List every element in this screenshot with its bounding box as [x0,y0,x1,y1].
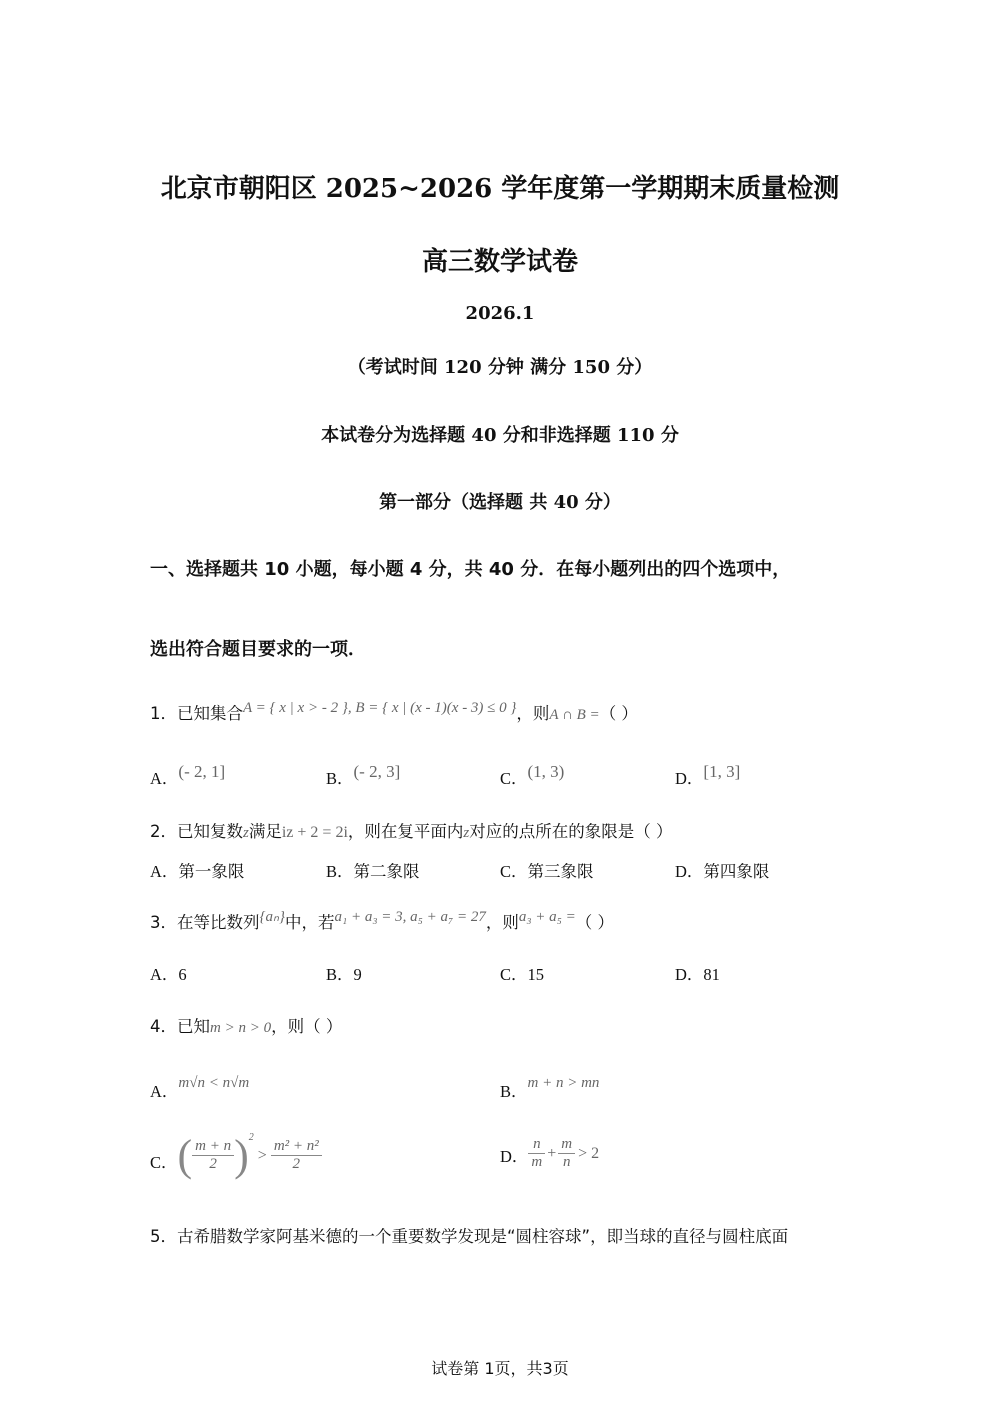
q2-option-b: B．第二象限 [326,862,420,881]
part-title: 第一部分（选择题 共 40 分） [379,492,621,513]
q2-option-d: D．第四象限 [675,862,770,881]
q1-mid: ，则 [516,704,550,723]
q4-option-c: C．( $\frac{m + n}{2}$ )$^2$> $\frac{\text{m² + n²}}{2}$ [150,1130,322,1180]
question-5: 5．古希腊数学家阿基米德的一个重要数学发现是“圆柱容球”，即当球的直径与圆柱底面 [150,1227,789,1246]
q3-option-b: B．9 [326,965,362,984]
exam-subtitle: 高三数学试卷 [421,247,578,277]
q4-option-b: B．m + n > mn [500,1075,600,1101]
q3-option-d: D．81 [675,965,720,984]
q3-option-c: C．15 [500,965,545,984]
question-3: 3．在等比数列{aₙ}中，若a₁ + a₃ = 3, a₅ + a₇ = 27，则a₃ + a₅ =（ ） [150,909,615,932]
q4-condition: m > n > 0 [210,1020,272,1036]
q2-equation: iz + 2 = 2i [281,824,348,841]
q2-var2: z [463,825,470,841]
q1-option-b: B．(- 2, 3] [326,762,401,788]
q3-option-a: A．6 [150,965,187,984]
question-2: 2．已知复数z满足iz + 2 = 2i，则在复平面内z对应的点所在的象限是（ ） [150,822,673,841]
question-4: 4．已知m > n > 0，则（ ） [150,1017,343,1036]
q4-option-d-fraction-1: $\frac{n}{m}$ [528,1136,545,1171]
q4-option-a-math: m√n < n√m [178,1075,250,1091]
exam-title: 北京市朝阳区 2025~2026 学年度第一学期期末质量检测 [160,174,840,204]
page-footer: 试卷第 1页，共3页 [431,1359,569,1378]
q3-sequence: {aₙ} [259,909,285,925]
q4-option-a: A．m√n < n√m [150,1075,250,1101]
q1-option-d-math: [1, 3] [703,762,741,781]
q2-option-a: A．第一象限 [150,862,245,881]
q4-option-c-right-paren: ) [234,1131,249,1180]
question-1 [150,700,638,724]
q4-option-c-left-paren: ( [177,1131,193,1180]
q4-option-c-fraction-1: $\frac{m + n}{2}$ [192,1138,234,1173]
exam-composition: 本试卷分为选择题 40 分和非选择题 110 分 [321,425,679,446]
q1-expr: A ∩ B = [549,707,600,723]
q1-set-a: A = { x | x > - 2 } [243,700,348,716]
q1-option-d: D．[1, 3] [675,762,741,788]
exam-date: 2026.1 [465,303,535,324]
q2-option-c: C．第三象限 [500,862,594,881]
q3-expr: a₃ + a₅ = [518,909,576,925]
q1-option-a-math: (- 2, 1] [178,762,226,781]
q4-option-b-math: m + n > mn [527,1075,600,1091]
q1-blank: （ ） [599,704,638,723]
q1-option-c: C．(1, 3) [500,762,565,788]
q1-prefix: 1．已知集合 [150,704,243,723]
q2-var: z [243,825,249,841]
section-instruction-line1: 一、选择题共 10 小题，每小题 4 分，共 40 分．在每小题列出的四个选项中， [150,559,791,580]
section-instruction-line2: 选出符合题目要求的一项． [150,639,366,660]
q4-option-d-fraction-2: $\frac{m}{n}$ [558,1136,575,1171]
q1-set-b: , B = { x | (x - 1)(x - 3) ≤ 0 } [347,700,517,716]
q1-option-a: A．(- 2, 1] [150,762,226,788]
q4-option-d: D． $\frac{n}{m}$ + $\frac{m}{n}$ > 2 [500,1136,600,1170]
q1-option-c-math: (1, 3) [527,762,565,781]
exam-info: （考试时间 120 分钟 满分 150 分） [347,357,653,378]
q1-option-b-math: (- 2, 3] [353,762,401,781]
q3-condition: a₁ + a₃ = 3, a₅ + a₇ = 27 [334,909,486,925]
q4-option-c-fraction-2: $\frac{\text{m² + n²}}{2}$ [271,1138,322,1173]
